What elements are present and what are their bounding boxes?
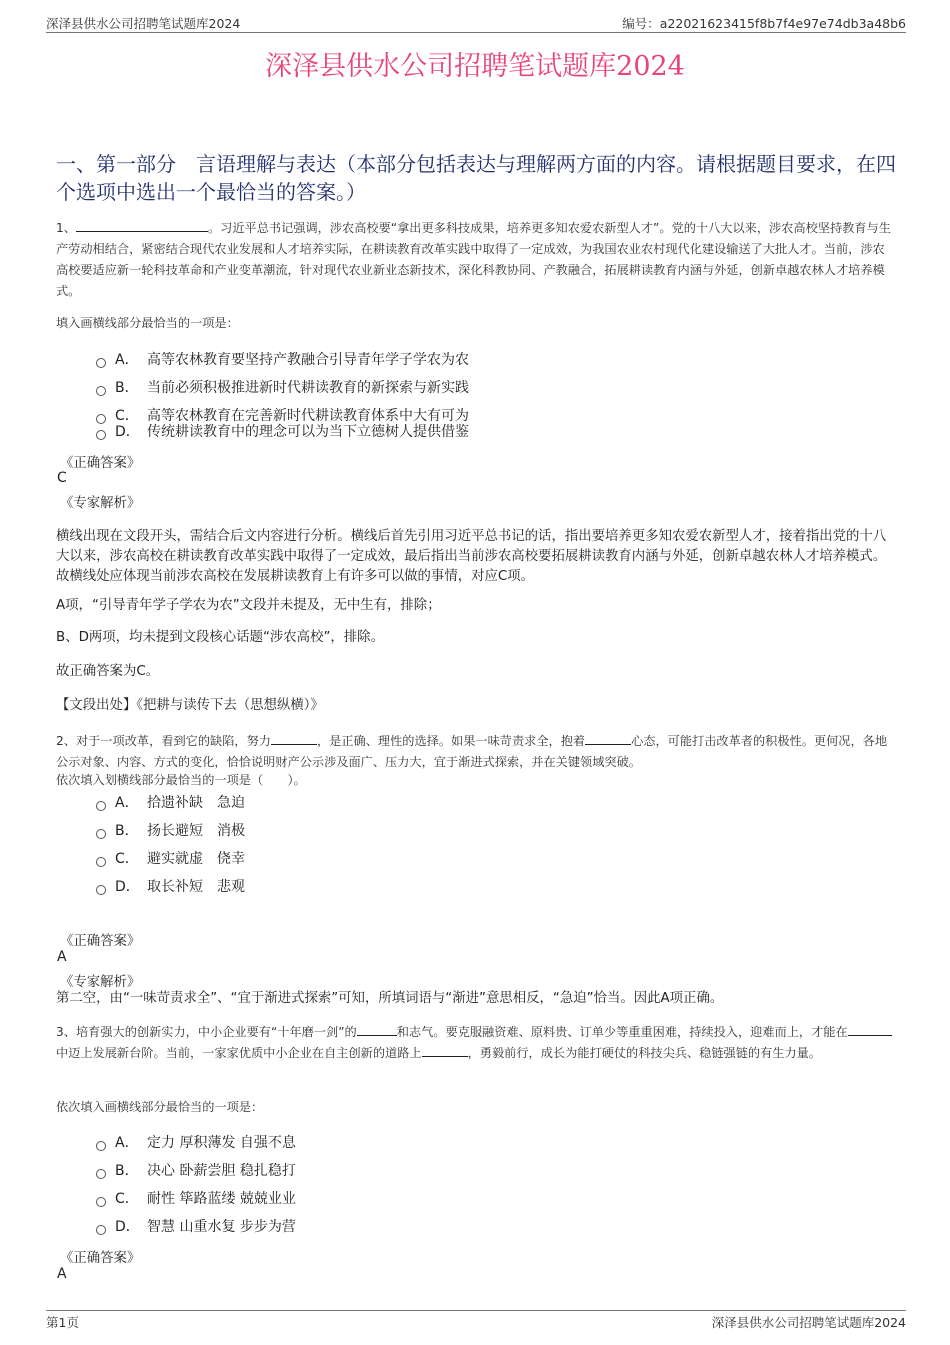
radio-icon[interactable]	[96, 386, 106, 396]
radio-icon[interactable]	[96, 1197, 106, 1207]
q2-analysis-label: 《专家解析》	[60, 975, 141, 990]
question-1-text: 1、 。习近平总书记强调，涉农高校要“拿出更多科技成果，培养更多知农爱农新型人才”。党的十八大以来，涉农高校坚持教育与生产劳动相结合，紧密结合现代农业发展和人才培养实际，在耕读教育改革实践中取得了一定成效，为我国农业农村现代化建设输送了大批人才。当前，涉农高校要适应新一轮科技革命和产业变革潮流，针对现代农业新业态新技术，深化科教协同、产教融合，拓展耕读教育内涵与外延，创新卓越农林人才培养模式。	[56, 221, 891, 298]
radio-icon[interactable]	[96, 885, 106, 895]
radio-icon[interactable]	[96, 430, 106, 440]
q3-answer: A	[57, 1266, 67, 1282]
question-3-text: 3、培育强大的创新实力，中小企业要有“十年磨一剑”的 和志气。要克服融资难、原料贵、订单少等重重困难，持续投入，迎难而上，才能在中迈上发展新台阶。当前，一家家优质中小企业在自主创新的道路上 ，勇毅前行，成长为能打硬仗的科技尖兵、稳链强链的有生力量。	[56, 1022, 896, 1064]
page-number: 第1页	[46, 1315, 79, 1330]
radio-icon[interactable]	[96, 829, 106, 839]
q2-option-d[interactable]: D． 取长补短 悲观	[96, 876, 245, 898]
footer-divider	[46, 1310, 906, 1311]
radio-icon[interactable]	[96, 801, 106, 811]
q1-analysis-label: 《专家解析》	[60, 496, 141, 511]
q2-answer: A	[57, 949, 67, 965]
footer-title: 深泽县供水公司招聘笔试题库2024	[711, 1315, 906, 1330]
q1-source: 【文段出处】《把耕与读传下去（思想纵横）》	[56, 698, 324, 713]
q1-option-c[interactable]: C． 高等农林教育在完善新时代耕读教育体系中大有可为	[96, 405, 469, 427]
radio-icon[interactable]	[96, 1225, 106, 1235]
q2-analysis-paragraph: 第二空，由“一味苛责求全”、“宜于渐进式探索”可知，所填词语与“渐进”意思相反，“急迫”恰当。因此A项正确。	[56, 991, 724, 1006]
radio-icon[interactable]	[96, 1141, 106, 1151]
section-heading: 一、第一部分 言语理解与表达（本部分包括表达与理解两方面的内容。请根据题目要求，在四个选项中选出一个最恰当的答案。）	[56, 152, 896, 204]
question-2-text: 2、对于一项改革，看到它的缺陷，努力 ，是正确、理性的选择。如果一味苛责求全，抱着 心态，可能打击改革者的积极性。更何况，各地公示对象、内容、方式的变化，恰恰说明财产公示涉及面广、压力大，宜于渐进式探索，并在关键领域突破。	[56, 734, 888, 769]
q1-analysis-paragraph: A项，“引导青年学子学农为农”文段并未提及，无中生有，排除；	[56, 598, 441, 613]
answer-blank	[357, 1023, 397, 1036]
q1-answer: C	[57, 470, 67, 486]
q1-analysis-paragraph: B、D两项，均未提到文段核心话题“涉农高校”，排除。	[56, 630, 384, 645]
radio-icon[interactable]	[96, 1169, 106, 1179]
answer-blank	[585, 732, 631, 745]
page-title: 深泽县供水公司招聘笔试题库2024	[265, 51, 685, 82]
answer-blank	[76, 219, 208, 232]
question-3-prompt: 依次填入画横线部分最恰当的一项是：	[56, 1100, 264, 1114]
answer-blank	[271, 732, 317, 745]
q1-option-d[interactable]: D． 传统耕读教育中的理念可以为当下立德树人提供借鉴	[96, 421, 469, 443]
question-1-prompt: 填入画横线部分最恰当的一项是：	[56, 316, 239, 330]
question-2-prompt: 依次填入划横线部分最恰当的一项是（ ）。	[56, 773, 306, 787]
q2-option-c[interactable]: C． 避实就虚 侥幸	[96, 848, 245, 870]
page-header	[46, 14, 906, 34]
q1-analysis-paragraph: 横线出现在文段开头，需结合后文内容进行分析。横线后首先引用习近平总书记的话，指出要培养更多知农爱农新型人才，接着指出党的十八大以来，涉农高校在耕读教育改革实践中取得了一定成效，最后指出当前涉农高校要拓展耕读教育内涵与外延，创新卓越农林人才培养模式。故横线处应体现当前涉农高校在发展耕读教育上有许多可以做的事情，对应C项。	[56, 529, 887, 584]
radio-icon[interactable]	[96, 358, 106, 368]
q1-option-a[interactable]: A． 高等农林教育要坚持产教融合引导青年学子学农为农	[96, 349, 469, 371]
q1-answer-label: 《正确答案》	[60, 456, 141, 471]
header-doc-id: 编号：a22021623415f8b7f4e97e74db3a48b6	[622, 16, 906, 31]
radio-icon[interactable]	[96, 857, 106, 867]
answer-blank	[422, 1044, 468, 1057]
q1-option-b[interactable]: B． 当前必须积极推进新时代耕读教育的新探索与新实践	[96, 377, 469, 399]
q2-answer-label: 《正确答案》	[60, 934, 141, 949]
q3-option-c[interactable]: C． 耐性 筚路蓝缕 兢兢业业	[96, 1188, 296, 1210]
header-title: 深泽县供水公司招聘笔试题库2024	[46, 16, 241, 31]
q3-option-a[interactable]: A． 定力 厚积薄发 自强不息	[96, 1132, 296, 1154]
q2-option-b[interactable]: B． 扬长避短 消极	[96, 820, 245, 842]
header-divider	[46, 32, 906, 33]
q3-option-d[interactable]: D． 智慧 山重水复 步步为营	[96, 1216, 296, 1238]
q1-analysis-paragraph: 故正确答案为C。	[56, 664, 160, 679]
q3-answer-label: 《正确答案》	[60, 1251, 141, 1266]
answer-blank	[848, 1023, 892, 1036]
q3-option-b[interactable]: B． 决心 卧薪尝胆 稳扎稳打	[96, 1160, 296, 1182]
q2-option-a[interactable]: A． 拾遗补缺 急迫	[96, 792, 245, 814]
